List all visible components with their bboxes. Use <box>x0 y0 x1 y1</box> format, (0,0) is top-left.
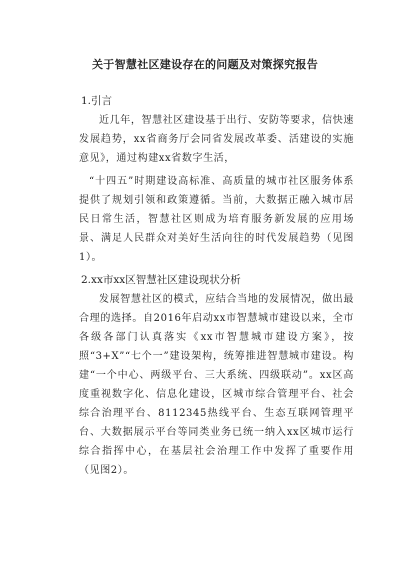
paragraph: “十四五”时期建设高标准、高质量的城市社区服务体系提供了规划引领和政策遵循。当前，大数据正融入城市居民日常生活，智慧社区则成为培育服务新发展的应用场景、满足人民群众对美好生活向往的时代发展趋势（见图1）。 <box>79 176 354 263</box>
document-body <box>79 92 354 480</box>
paragraph: 近几年，智慧社区建设基于出行、安防等要求，信快速发展趋势，xx省商务厅会同省发展改革委、活建设的实施意见》，通过构建xx省数字生活， <box>79 115 354 164</box>
section-heading-status-analysis: 2.xx市xx区智慧社区建设现状分析 <box>81 274 241 286</box>
paragraph: 发展智慧社区的模式，应结合当地的发展情况，做出最合理的选择。自2016年启动xx市智慧城市建设以来，全市各级各部门认真落实《xx市智慧城市建设方案》，按照“3+X”“七个一”建设架构，统筹推进智慧城市建设。构建“一个中心、两级平台、三大系统、四级联动”。xx区高度重视数字化、信息化建设，区城市综合管理平台、社会综合治理平台、8112345热线平台、生态互联网管理平台、大数据展示平台等同类业务已统一纳入xx区城市运行综合指挥中心，在基层社会治理工作中发挥了重要作用（见图2）。 <box>79 294 354 476</box>
document-title: 关于智慧社区建设存在的问题及对策探究报告 <box>92 58 318 71</box>
section-heading-introduction: 1.引言 <box>81 95 113 107</box>
